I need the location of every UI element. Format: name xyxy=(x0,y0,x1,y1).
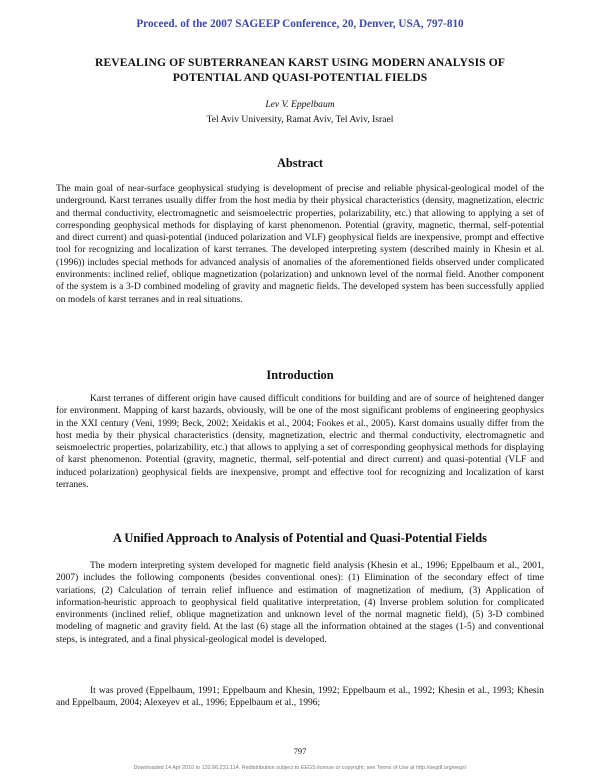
abstract-text: The main goal of near-surface geophysical studying is development of precise and reliable physical-geological model of the underground. Karst terranes usually differ from the host media by their physical characteristics (density, magnetization, electric and thermal conductivity, electromagnetic and seismoelectric properties, polarizability, etc.) that allowing to applying a set of corresponding geophysical methods for displaying of karst phenomenon. Potential (gravity, magnetic, thermal, self-potential and direct current) and quasi-potential (induced polarization and VLF) geophysical fields are inexpensive, prompt and effective tool for recognizing and localization of karst terranes. The developed interpreting system (described mainly in Khesin et al. (1996)) includes special methods for advanced analysis of anomalies of the aforementioned fields observed under complicated environments: inclined relief, oblique magnetization (polarization) and unknown level of the normal field. Another component of the system is a 3-D combined modeling of gravity and magnetic fields. The developed system has been successfully applied on models of karst terranes and in real situations. xyxy=(56,184,544,305)
download-notice: Downloaded 14 Apr 2010 to 132.66.231.114. Redistribution subject to EEGS license or copyright; see Terms of Use at http://segdl.org/eegs/ xyxy=(133,765,467,771)
paper-title xyxy=(40,55,560,85)
title-line-2: POTENTIAL AND QUASI-POTENTIAL FIELDS xyxy=(172,71,428,84)
introduction-heading: Introduction xyxy=(266,368,334,382)
running-head: Proceed. of the 2007 SAGEEP Conference, 20, Denver, USA, 797-810 xyxy=(136,18,464,30)
title-line-1: REVEALING OF SUBTERRANEAN KARST USING MODERN ANALYSIS OF xyxy=(94,56,506,69)
abstract-heading: Abstract xyxy=(276,156,324,170)
unified-approach-paragraph-2: It was proved (Eppelbaum, 1991; Eppelbaum and Khesin, 1992; Eppelbaum et al., 1992; Khesin et al., 1993; Khesin and Eppelbaum, 2004; Alexeyev et al., 1996; Eppelbaum et al., 1996; xyxy=(56,686,544,709)
author-affiliation: Tel Aviv University, Ramat Aviv, Tel Aviv, Israel xyxy=(206,114,394,125)
introduction-text: Karst terranes of different origin have caused difficult conditions for building and are of source of heightened danger for environment. Mapping of karst hazards, obviously, will be one of the most significant problems of engineering geophysics in the XXI century (Veni, 1999; Beck, 2002; Xeidakis et al., 2004; Fookes et al., 2005). Karst domains usually differ from the host media by their physical characteristics (density, magnetization, electric and thermal conductivity, electromagnetic and seismoelectric properties, polarizability, etc.) that allows to applying a set of corresponding geophysical methods for displaying of karst phenomenon. Potential (gravity, magnetic, thermal, self-potential and direct current) and quasi-potential (VLF and induced polarization) geophysical fields are inexpensive, prompt and effective tool for recognizing and localization of karst terranes. xyxy=(56,394,544,491)
author-name: Lev V. Eppelbaum xyxy=(265,99,335,110)
unified-approach-paragraph-1: The modern interpreting system developed for magnetic field analysis (Khesin et al., 1996; Eppelbaum et al., 2001, 2007) includes the following components (besides conventional ones): (1) Elimination of the secondary effect of time variations, (2) Calculation of terrain relief influence and estimation of magnetization of medium, (3) Application of information-heuristic approach to geophysical field qualitative interpretation, (4) Inverse problem solution for complicated environments (inclined relief, oblique magnetization and unknown level of the normal magnetic field), (5) 3-D combined modeling of magnetic and gravity field. At the last (6) stage all the information obtained at the stages (1-5) and conventional steps, is integrated, and a final physical-geological model is developed. xyxy=(56,561,544,645)
unified-approach-heading: A Unified Approach to Analysis of Potential and Quasi-Potential Fields xyxy=(113,531,487,545)
page-number: 797 xyxy=(293,746,307,756)
